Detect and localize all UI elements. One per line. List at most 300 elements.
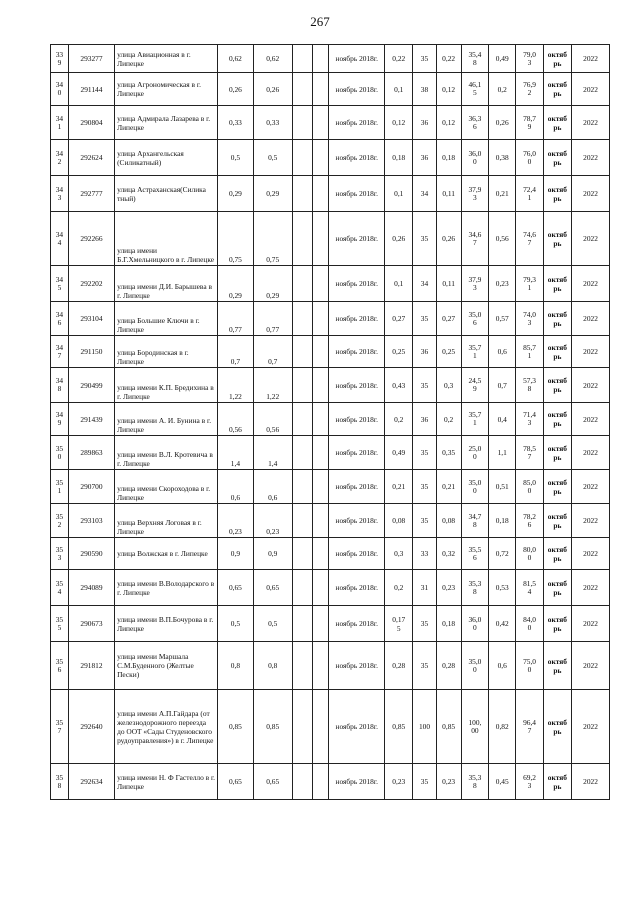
length-total: 0,26: [218, 73, 254, 106]
percent-f: 69,2 3: [516, 764, 543, 800]
end-month: октяб рь: [543, 606, 571, 642]
end-year: 2022: [572, 436, 610, 470]
value-c: 0,25: [436, 336, 461, 368]
end-month: октяб рь: [543, 570, 571, 606]
value-a: 0,21: [385, 470, 413, 504]
start-date: ноябрь 2018г.: [329, 436, 385, 470]
end-month: октяб рь: [543, 266, 571, 302]
street-name: улица имени А.П.Гайдара (от железнодорожного переезда до ООТ «Сады Студеновского рудоуправления») в г. Липецке: [115, 690, 218, 764]
value-c: 0,35: [436, 436, 461, 470]
percent-f: 78,2 6: [516, 504, 543, 538]
object-code: 292202: [68, 266, 114, 302]
start-date: ноябрь 2018г.: [329, 45, 385, 73]
value-e: 0,26: [489, 106, 516, 140]
object-code: 292777: [68, 176, 114, 212]
object-code: 291150: [68, 336, 114, 368]
end-month: октяб рь: [543, 764, 571, 800]
table-row: [51, 436, 610, 470]
value-e: 0,72: [489, 538, 516, 570]
value-a: 0,26: [385, 212, 413, 266]
length-total: 0,5: [218, 606, 254, 642]
value-b: 35: [413, 470, 436, 504]
value-e: 0,49: [489, 45, 516, 73]
percent-f: 72,4 1: [516, 176, 543, 212]
length-repair: 0,23: [253, 504, 292, 538]
start-date: ноябрь 2018г.: [329, 606, 385, 642]
end-year: 2022: [572, 606, 610, 642]
value-e: 0,6: [489, 642, 516, 690]
value-a: 0,2: [385, 570, 413, 606]
end-year: 2022: [572, 336, 610, 368]
start-date: ноябрь 2018г.: [329, 73, 385, 106]
percent-f: 84,0 0: [516, 606, 543, 642]
length-repair: 0,29: [253, 266, 292, 302]
end-year: 2022: [572, 140, 610, 176]
length-total: 0,29: [218, 176, 254, 212]
row-number: 34 9: [51, 403, 69, 436]
end-year: 2022: [572, 642, 610, 690]
table-row: [51, 106, 610, 140]
length-total: 0,65: [218, 570, 254, 606]
table-row: [51, 266, 610, 302]
value-c: 0,11: [436, 266, 461, 302]
table-row: [51, 642, 610, 690]
page-number: 267: [310, 14, 330, 29]
value-e: 0,21: [489, 176, 516, 212]
street-name: улица Агрономическая в г. Липецке: [115, 73, 218, 106]
table-row: [51, 690, 610, 764]
value-a: 0,2: [385, 403, 413, 436]
value-e: 0,38: [489, 140, 516, 176]
end-month: октяб рь: [543, 368, 571, 403]
length-total: 1,4: [218, 436, 254, 470]
object-code: 289863: [68, 436, 114, 470]
table-row: [51, 606, 610, 642]
length-total: 0,85: [218, 690, 254, 764]
length-total: 0,23: [218, 504, 254, 538]
length-repair: 0,33: [253, 106, 292, 140]
percent-d: 35,0 6: [461, 302, 488, 336]
end-month: октяб рь: [543, 302, 571, 336]
percent-f: 57,3 8: [516, 368, 543, 403]
percent-d: 35,7 1: [461, 403, 488, 436]
end-year: 2022: [572, 570, 610, 606]
table-row: [51, 140, 610, 176]
object-code: 293104: [68, 302, 114, 336]
length-repair: 0,26: [253, 73, 292, 106]
start-date: ноябрь 2018г.: [329, 538, 385, 570]
end-month: октяб рь: [543, 690, 571, 764]
value-c: 0,18: [436, 606, 461, 642]
value-a: 0,12: [385, 106, 413, 140]
object-code: 290700: [68, 470, 114, 504]
end-month: октяб рь: [543, 73, 571, 106]
value-e: 0,6: [489, 336, 516, 368]
empty-cell: [312, 336, 329, 368]
end-year: 2022: [572, 45, 610, 73]
empty-cell: [292, 764, 312, 800]
percent-d: 34,7 8: [461, 504, 488, 538]
value-b: 35: [413, 606, 436, 642]
end-year: 2022: [572, 538, 610, 570]
table-row: [51, 336, 610, 368]
row-number: 35 3: [51, 538, 69, 570]
value-e: 0,7: [489, 368, 516, 403]
percent-f: 96,4 7: [516, 690, 543, 764]
road-register-table: [50, 44, 610, 800]
street-name: улица имени Б.Г.Хмельницкого в г. Липецке: [115, 212, 218, 266]
end-year: 2022: [572, 764, 610, 800]
empty-cell: [292, 45, 312, 73]
percent-f: 74,0 3: [516, 302, 543, 336]
empty-cell: [292, 436, 312, 470]
row-number: 34 5: [51, 266, 69, 302]
percent-d: 34,6 7: [461, 212, 488, 266]
percent-f: 85,0 0: [516, 470, 543, 504]
end-month: октяб рь: [543, 642, 571, 690]
empty-cell: [292, 140, 312, 176]
end-month: октяб рь: [543, 176, 571, 212]
percent-f: 78,5 7: [516, 436, 543, 470]
end-year: 2022: [572, 106, 610, 140]
value-e: 0,56: [489, 212, 516, 266]
length-total: 0,29: [218, 266, 254, 302]
empty-cell: [292, 570, 312, 606]
length-total: 0,7: [218, 336, 254, 368]
length-total: 0,5: [218, 140, 254, 176]
end-month: октяб рь: [543, 140, 571, 176]
street-name: улица имени В.Володарского в г. Липецке: [115, 570, 218, 606]
length-repair: 0,85: [253, 690, 292, 764]
length-repair: 1,22: [253, 368, 292, 403]
end-month: октяб рь: [543, 45, 571, 73]
percent-d: 35,0 0: [461, 470, 488, 504]
value-b: 35: [413, 45, 436, 73]
table-row: [51, 73, 610, 106]
end-year: 2022: [572, 73, 610, 106]
value-e: 1,1: [489, 436, 516, 470]
percent-f: 79,3 1: [516, 266, 543, 302]
value-e: 0,82: [489, 690, 516, 764]
row-number: 34 4: [51, 212, 69, 266]
empty-cell: [312, 45, 329, 73]
object-code: 292624: [68, 140, 114, 176]
row-number: 34 8: [51, 368, 69, 403]
value-a: 0,17 5: [385, 606, 413, 642]
value-c: 0,27: [436, 302, 461, 336]
end-month: октяб рь: [543, 106, 571, 140]
value-b: 31: [413, 570, 436, 606]
table-row: [51, 176, 610, 212]
row-number: 35 6: [51, 642, 69, 690]
length-repair: 0,29: [253, 176, 292, 212]
object-code: 290499: [68, 368, 114, 403]
length-repair: 0,9: [253, 538, 292, 570]
object-code: 294089: [68, 570, 114, 606]
empty-cell: [292, 538, 312, 570]
table-row: [51, 504, 610, 538]
length-repair: 1,4: [253, 436, 292, 470]
value-c: 0,08: [436, 504, 461, 538]
object-code: 290673: [68, 606, 114, 642]
percent-d: 35,0 0: [461, 642, 488, 690]
end-month: октяб рь: [543, 212, 571, 266]
street-name: улица имени В.П.Бочурова в г. Липецке: [115, 606, 218, 642]
object-code: 291439: [68, 403, 114, 436]
end-year: 2022: [572, 470, 610, 504]
object-code: 292640: [68, 690, 114, 764]
value-a: 0,49: [385, 436, 413, 470]
end-year: 2022: [572, 368, 610, 403]
value-a: 0,3: [385, 538, 413, 570]
empty-cell: [312, 436, 329, 470]
row-number: 33 9: [51, 45, 69, 73]
empty-cell: [312, 570, 329, 606]
street-name: улица имени Маршала С.М.Буденного (Желтые Пески): [115, 642, 218, 690]
street-name: улица имени К.П. Бредихина в г. Липецке: [115, 368, 218, 403]
empty-cell: [312, 106, 329, 140]
value-c: 0,23: [436, 764, 461, 800]
empty-cell: [292, 106, 312, 140]
street-name: улица Волжская в г. Липецке: [115, 538, 218, 570]
street-name: улица Адмирала Лазарева в г. Липецке: [115, 106, 218, 140]
row-number: 34 2: [51, 140, 69, 176]
value-e: 0,4: [489, 403, 516, 436]
end-month: октяб рь: [543, 336, 571, 368]
start-date: ноябрь 2018г.: [329, 266, 385, 302]
value-a: 0,22: [385, 45, 413, 73]
value-e: 0,51: [489, 470, 516, 504]
percent-d: 36,0 0: [461, 140, 488, 176]
street-name: улица Авиационная в г. Липецке: [115, 45, 218, 73]
table-row: [51, 538, 610, 570]
empty-cell: [292, 606, 312, 642]
value-c: 0,22: [436, 45, 461, 73]
value-c: 0,12: [436, 106, 461, 140]
percent-d: 35,7 1: [461, 336, 488, 368]
percent-f: 71,4 3: [516, 403, 543, 436]
start-date: ноябрь 2018г.: [329, 504, 385, 538]
value-b: 35: [413, 302, 436, 336]
start-date: ноябрь 2018г.: [329, 336, 385, 368]
row-number: 35 1: [51, 470, 69, 504]
empty-cell: [292, 368, 312, 403]
table-row: [51, 302, 610, 336]
value-c: 0,18: [436, 140, 461, 176]
percent-d: 36,3 6: [461, 106, 488, 140]
end-year: 2022: [572, 212, 610, 266]
street-name: улица Бородинская в г. Липецке: [115, 336, 218, 368]
value-c: 0,28: [436, 642, 461, 690]
street-name: улица имени Скороходова в г. Липецке: [115, 470, 218, 504]
length-total: 0,33: [218, 106, 254, 140]
value-c: 0,85: [436, 690, 461, 764]
value-b: 35: [413, 212, 436, 266]
empty-cell: [292, 302, 312, 336]
percent-d: 35,3 8: [461, 570, 488, 606]
length-total: 0,75: [218, 212, 254, 266]
street-name: улица Большие Ключи в г. Липецке: [115, 302, 218, 336]
percent-f: 75,0 0: [516, 642, 543, 690]
empty-cell: [292, 336, 312, 368]
row-number: 35 4: [51, 570, 69, 606]
value-c: 0,32: [436, 538, 461, 570]
percent-f: 76,0 0: [516, 140, 543, 176]
value-e: 0,2: [489, 73, 516, 106]
start-date: ноябрь 2018г.: [329, 570, 385, 606]
table-row: [51, 403, 610, 436]
empty-cell: [312, 764, 329, 800]
value-b: 38: [413, 73, 436, 106]
percent-f: 80,0 0: [516, 538, 543, 570]
object-code: 291144: [68, 73, 114, 106]
value-b: 35: [413, 368, 436, 403]
value-b: 35: [413, 642, 436, 690]
percent-d: 35,3 8: [461, 764, 488, 800]
row-number: 34 1: [51, 106, 69, 140]
end-month: октяб рь: [543, 470, 571, 504]
street-name: улица Архангельская (Силикатный): [115, 140, 218, 176]
end-year: 2022: [572, 504, 610, 538]
value-b: 34: [413, 266, 436, 302]
percent-d: 37,9 3: [461, 176, 488, 212]
length-repair: 0,77: [253, 302, 292, 336]
value-a: 0,1: [385, 176, 413, 212]
table-row: [51, 764, 610, 800]
empty-cell: [292, 642, 312, 690]
value-c: 0,2: [436, 403, 461, 436]
empty-cell: [312, 368, 329, 403]
length-total: 0,6: [218, 470, 254, 504]
start-date: ноябрь 2018г.: [329, 690, 385, 764]
end-month: октяб рь: [543, 403, 571, 436]
value-a: 0,27: [385, 302, 413, 336]
table-row: [51, 368, 610, 403]
empty-cell: [292, 403, 312, 436]
empty-cell: [292, 504, 312, 538]
start-date: ноябрь 2018г.: [329, 642, 385, 690]
start-date: ноябрь 2018г.: [329, 764, 385, 800]
row-number: 34 7: [51, 336, 69, 368]
percent-d: 35,4 8: [461, 45, 488, 73]
street-name: улица имени Д.И. Барышева в г. Липецке: [115, 266, 218, 302]
street-name: улица имени В.Л. Кротевича в г. Липецке: [115, 436, 218, 470]
value-b: 36: [413, 403, 436, 436]
value-b: 100: [413, 690, 436, 764]
empty-cell: [312, 403, 329, 436]
percent-d: 46,1 5: [461, 73, 488, 106]
street-name: улица Верхняя Логовая в г. Липецке: [115, 504, 218, 538]
value-b: 35: [413, 764, 436, 800]
empty-cell: [312, 176, 329, 212]
percent-f: 78,7 9: [516, 106, 543, 140]
start-date: ноябрь 2018г.: [329, 106, 385, 140]
end-month: октяб рь: [543, 538, 571, 570]
empty-cell: [312, 504, 329, 538]
value-c: 0,3: [436, 368, 461, 403]
row-number: 34 6: [51, 302, 69, 336]
object-code: 293103: [68, 504, 114, 538]
value-a: 0,23: [385, 764, 413, 800]
length-repair: 0,5: [253, 140, 292, 176]
start-date: ноябрь 2018г.: [329, 403, 385, 436]
length-repair: 0,56: [253, 403, 292, 436]
end-year: 2022: [572, 690, 610, 764]
empty-cell: [312, 690, 329, 764]
row-number: 35 0: [51, 436, 69, 470]
value-a: 0,43: [385, 368, 413, 403]
length-repair: 0,65: [253, 764, 292, 800]
table-row: [51, 470, 610, 504]
end-month: октяб рь: [543, 504, 571, 538]
length-total: 0,77: [218, 302, 254, 336]
object-code: 293277: [68, 45, 114, 73]
end-year: 2022: [572, 302, 610, 336]
value-b: 33: [413, 538, 436, 570]
value-a: 0,08: [385, 504, 413, 538]
row-number: 35 7: [51, 690, 69, 764]
percent-d: 37,9 3: [461, 266, 488, 302]
start-date: ноябрь 2018г.: [329, 176, 385, 212]
start-date: ноябрь 2018г.: [329, 212, 385, 266]
end-year: 2022: [572, 403, 610, 436]
value-a: 0,1: [385, 73, 413, 106]
value-a: 0,1: [385, 266, 413, 302]
row-number: 35 2: [51, 504, 69, 538]
value-a: 0,25: [385, 336, 413, 368]
value-a: 0,28: [385, 642, 413, 690]
length-total: 0,65: [218, 764, 254, 800]
value-c: 0,12: [436, 73, 461, 106]
start-date: ноябрь 2018г.: [329, 302, 385, 336]
value-e: 0,45: [489, 764, 516, 800]
row-number: 34 0: [51, 73, 69, 106]
length-repair: 0,7: [253, 336, 292, 368]
empty-cell: [312, 606, 329, 642]
length-total: 1,22: [218, 368, 254, 403]
value-c: 0,11: [436, 176, 461, 212]
value-e: 0,18: [489, 504, 516, 538]
value-b: 35: [413, 504, 436, 538]
value-b: 36: [413, 336, 436, 368]
length-total: 0,62: [218, 45, 254, 73]
empty-cell: [312, 73, 329, 106]
empty-cell: [292, 470, 312, 504]
value-a: 0,18: [385, 140, 413, 176]
percent-d: 35,5 6: [461, 538, 488, 570]
empty-cell: [292, 73, 312, 106]
percent-d: 24,5 9: [461, 368, 488, 403]
empty-cell: [312, 140, 329, 176]
percent-d: 100, 00: [461, 690, 488, 764]
street-name: улица имени Н. Ф Гастелло в г. Липецке: [115, 764, 218, 800]
object-code: 290590: [68, 538, 114, 570]
percent-f: 74,6 7: [516, 212, 543, 266]
percent-f: 81,5 4: [516, 570, 543, 606]
value-e: 0,53: [489, 570, 516, 606]
empty-cell: [312, 266, 329, 302]
start-date: ноябрь 2018г.: [329, 470, 385, 504]
object-code: 292266: [68, 212, 114, 266]
empty-cell: [312, 470, 329, 504]
length-total: 0,8: [218, 642, 254, 690]
table-row: [51, 570, 610, 606]
row-number: 34 3: [51, 176, 69, 212]
length-repair: 0,62: [253, 45, 292, 73]
value-b: 36: [413, 106, 436, 140]
length-repair: 0,5: [253, 606, 292, 642]
value-c: 0,26: [436, 212, 461, 266]
